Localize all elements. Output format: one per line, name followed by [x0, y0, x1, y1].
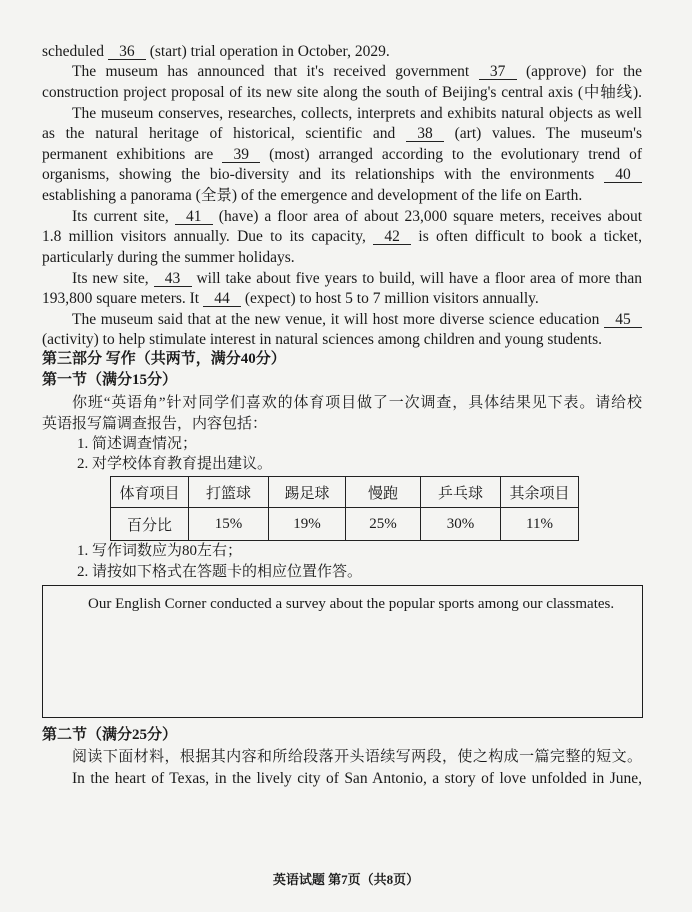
blank-36: 36 [108, 44, 146, 60]
passage-text: establishing a panorama (全景) of the emergence and development of the life on Earth. [42, 187, 583, 205]
section-instruction: 阅读下面材料，根据其内容和所给段落开头语续写两段，使之构成一篇完整的短文。 [72, 749, 642, 765]
answer-box [42, 585, 643, 718]
blank-40: 40 [604, 167, 642, 183]
passage-line [42, 330, 642, 351]
section-title: 第一节（满分15分） [42, 372, 178, 388]
content-point: 1. 简述调查情况； [77, 436, 198, 452]
passage-text: will take about five years to build, will have a floor area of more than [191, 269, 642, 287]
blank-39: 39 [222, 147, 260, 163]
passage-text: as the natural heritage of historical, scientific and [42, 125, 406, 143]
table-cell: 15% [189, 508, 269, 541]
passage-text: is often difficult to book a ticket, [411, 228, 642, 246]
blank-41: 41 [175, 209, 213, 225]
passage-line [42, 83, 642, 104]
passage-line [72, 62, 642, 83]
passage-text: Its current site, [72, 207, 175, 225]
part-title: 第三部分 写作（共两节，满分40分） [42, 351, 286, 367]
passage-line [72, 104, 642, 125]
table-row [111, 508, 579, 541]
passage-text: (expect) to host 5 to 7 million visitors annually. [241, 290, 539, 308]
passage-text: permanent exhibitions are [42, 145, 223, 163]
passage-line [72, 310, 642, 331]
blank-43: 43 [154, 271, 192, 287]
passage-text: 193,800 square meters. It [42, 290, 203, 308]
table-header-cell: 乒乓球 [421, 477, 501, 508]
blank-45: 45 [604, 312, 642, 328]
passage-text: (have) a floor area of about 23,000 square meters, receives about [212, 207, 642, 225]
passage-text: The museum said that at the new venue, it will host more diverse science education [72, 310, 604, 328]
story-opening-line: In the heart of Texas, in the lively city of San Antonio, a story of love unfolded in June, [72, 770, 642, 787]
page-footer: 英语试题 第7页（共8页） [272, 872, 420, 887]
passage-text: particularly during the summer holidays. [42, 248, 295, 266]
table-header-cell: 其余项目 [501, 477, 579, 508]
requirement-item: 2. 请按如下格式在答题卡的相应位置作答。 [77, 564, 363, 580]
table-header-row [111, 477, 579, 508]
content-point: 2. 对学校体育教育提出建议。 [77, 456, 273, 472]
passage-text: Its new site, [72, 269, 154, 287]
table-cell: 30% [421, 508, 501, 541]
table-header-cell: 体育项目 [111, 477, 189, 508]
blank-42: 42 [373, 229, 411, 245]
passage-text: The museum conserves, researches, collects, interprets and exhibits natural objects as well [72, 104, 642, 122]
passage-text: The museum has announced that it's received government [72, 63, 479, 81]
table-cell: 11% [501, 508, 579, 541]
passage-line [42, 165, 642, 186]
passage-line [42, 289, 642, 310]
passage-line [42, 124, 642, 145]
table-header-cell: 打篮球 [189, 477, 269, 508]
section-title: 第二节（满分25分） [42, 727, 178, 743]
survey-table [110, 476, 579, 541]
passage-line [42, 145, 642, 166]
task-prompt-line: 你班“英语角”针对同学们喜欢的体育项目做了一次调查，具体结果见下表。请给校 [72, 395, 642, 411]
cloze-passage [0, 42, 692, 351]
requirement-item: 1. 写作词数应为80左右； [77, 543, 243, 559]
table-header-cell: 踢足球 [269, 477, 346, 508]
passage-line [72, 207, 642, 228]
passage-text: (activity) to help stimulate interest in natural sciences among children and young students. [42, 331, 603, 349]
table-cell: 19% [269, 508, 346, 541]
passage-text: 1.8 million visitors annually. Due to its capacity, [42, 228, 374, 246]
blank-38: 38 [406, 126, 444, 142]
passage-text: organisms, showing the bio-diversity and its relationships with the environments [42, 166, 604, 184]
passage-line [42, 186, 642, 207]
table-row-label: 百分比 [111, 508, 189, 541]
passage-text: (most) arranged according to the evolutionary trend of [260, 145, 642, 163]
passage-line [42, 227, 642, 248]
answer-box-opening: Our English Corner conducted a survey about the popular sports among our classmates. [88, 596, 615, 612]
passage-text: (art) values. The museum's [443, 125, 642, 143]
table-header-cell: 慢跑 [346, 477, 421, 508]
passage-line [42, 42, 642, 63]
task-prompt-line: 英语报写篇调查报告，内容包括： [42, 416, 268, 432]
blank-37: 37 [479, 64, 517, 80]
blank-44: 44 [203, 291, 241, 307]
passage-text: scheduled [42, 42, 108, 60]
passage-line [72, 269, 642, 290]
passage-text: (approve) for the [516, 63, 642, 81]
passage-text: construction project proposal of its new site along the south of Beijing's central axis (中轴线). [42, 83, 642, 101]
passage-text: (start) trial operation in October, 2029. [145, 42, 390, 60]
table-cell: 25% [346, 508, 421, 541]
passage-line [42, 248, 642, 269]
